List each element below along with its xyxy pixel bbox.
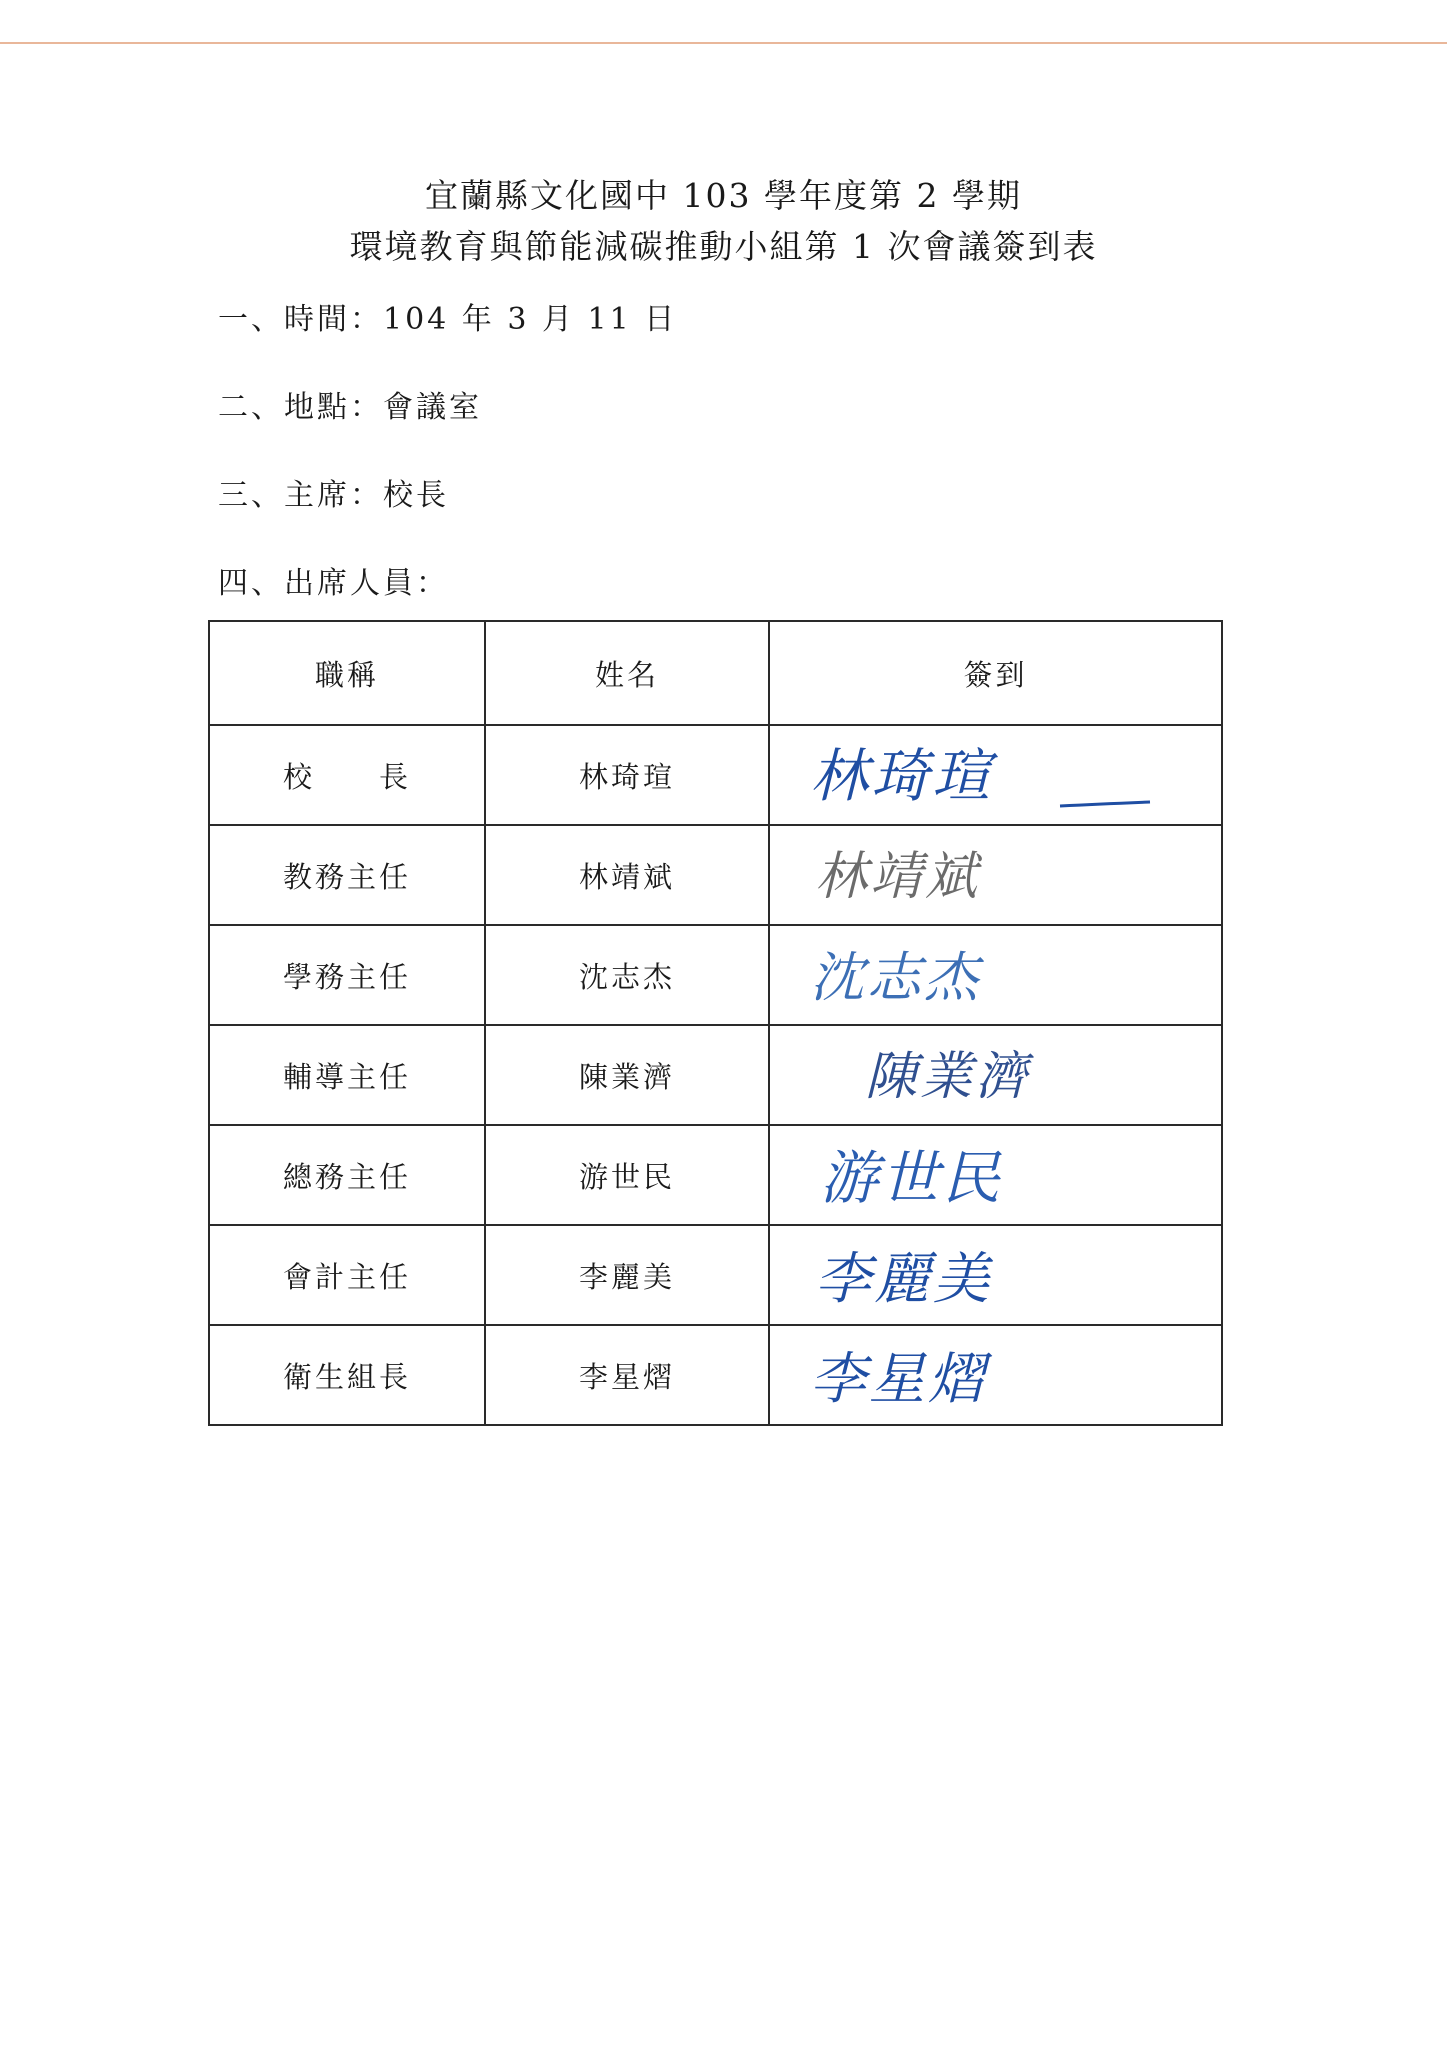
signature-text: 游世民 [820,1144,1004,1212]
row-name: 林琦瑄 [485,725,769,825]
header-signature: 簽到 [769,621,1222,725]
signature-cell [769,1025,1222,1125]
row-title: 會計主任 [209,1225,485,1325]
row-title: 輔導主任 [209,1025,485,1125]
row-title: 總務主任 [209,1125,485,1225]
header-name: 姓名 [485,621,769,725]
header-title: 職稱 [209,621,485,725]
signature-text: 沈志杰 [810,946,981,1009]
meeting-place: 二、地點：會議室 [218,390,482,425]
document-title-line-2: 環境教育與節能減碳推動小組第 1 次會議簽到表 [349,227,1098,266]
row-name: 游世民 [485,1125,769,1225]
table-row [209,1125,1222,1225]
signature-text: 李星熠 [810,1347,987,1412]
handwritten-signature [770,1126,1221,1224]
signature-cell [769,1225,1222,1325]
row-title: 校 長 [209,725,485,825]
meeting-chair: 三、主席：校長 [218,478,449,513]
handwritten-signature [770,1226,1221,1324]
row-name: 陳業濟 [485,1025,769,1125]
meeting-time: 一、時間：104 年 3 月 11 日 [218,302,678,337]
table-row [209,925,1222,1025]
table-row [209,1225,1222,1325]
attendees-label: 四、出席人員： [218,566,449,601]
handwritten-signature [770,926,1221,1024]
signature-text: 陳業濟 [865,1047,1031,1107]
handwritten-signature [770,726,1221,824]
signature-cell [769,1325,1222,1425]
signature-text: 李麗美 [815,1247,992,1312]
row-title: 學務主任 [209,925,485,1025]
handwritten-signature [770,1326,1221,1424]
table-row [209,1325,1222,1425]
signature-cell [769,725,1222,825]
table-row [209,1025,1222,1125]
sign-in-table [208,620,1223,1426]
table-row [209,725,1222,825]
signature-text: 林琦瑄 [810,742,994,810]
signature-stroke [1060,802,1150,806]
table-row [209,825,1222,925]
signature-text: 林靖斌 [815,847,981,907]
row-title: 衛生組長 [209,1325,485,1425]
handwritten-signature [770,826,1221,924]
document-title-line-1: 宜蘭縣文化國中 103 學年度第 2 學期 [425,176,1022,215]
row-name: 李麗美 [485,1225,769,1325]
handwritten-signature [770,1026,1221,1124]
signature-cell [769,825,1222,925]
signature-cell [769,1125,1222,1225]
row-name: 李星熠 [485,1325,769,1425]
row-name: 沈志杰 [485,925,769,1025]
signature-cell [769,925,1222,1025]
top-rule [0,42,1447,44]
row-name: 林靖斌 [485,825,769,925]
table-header-row [209,621,1222,725]
row-title: 教務主任 [209,825,485,925]
